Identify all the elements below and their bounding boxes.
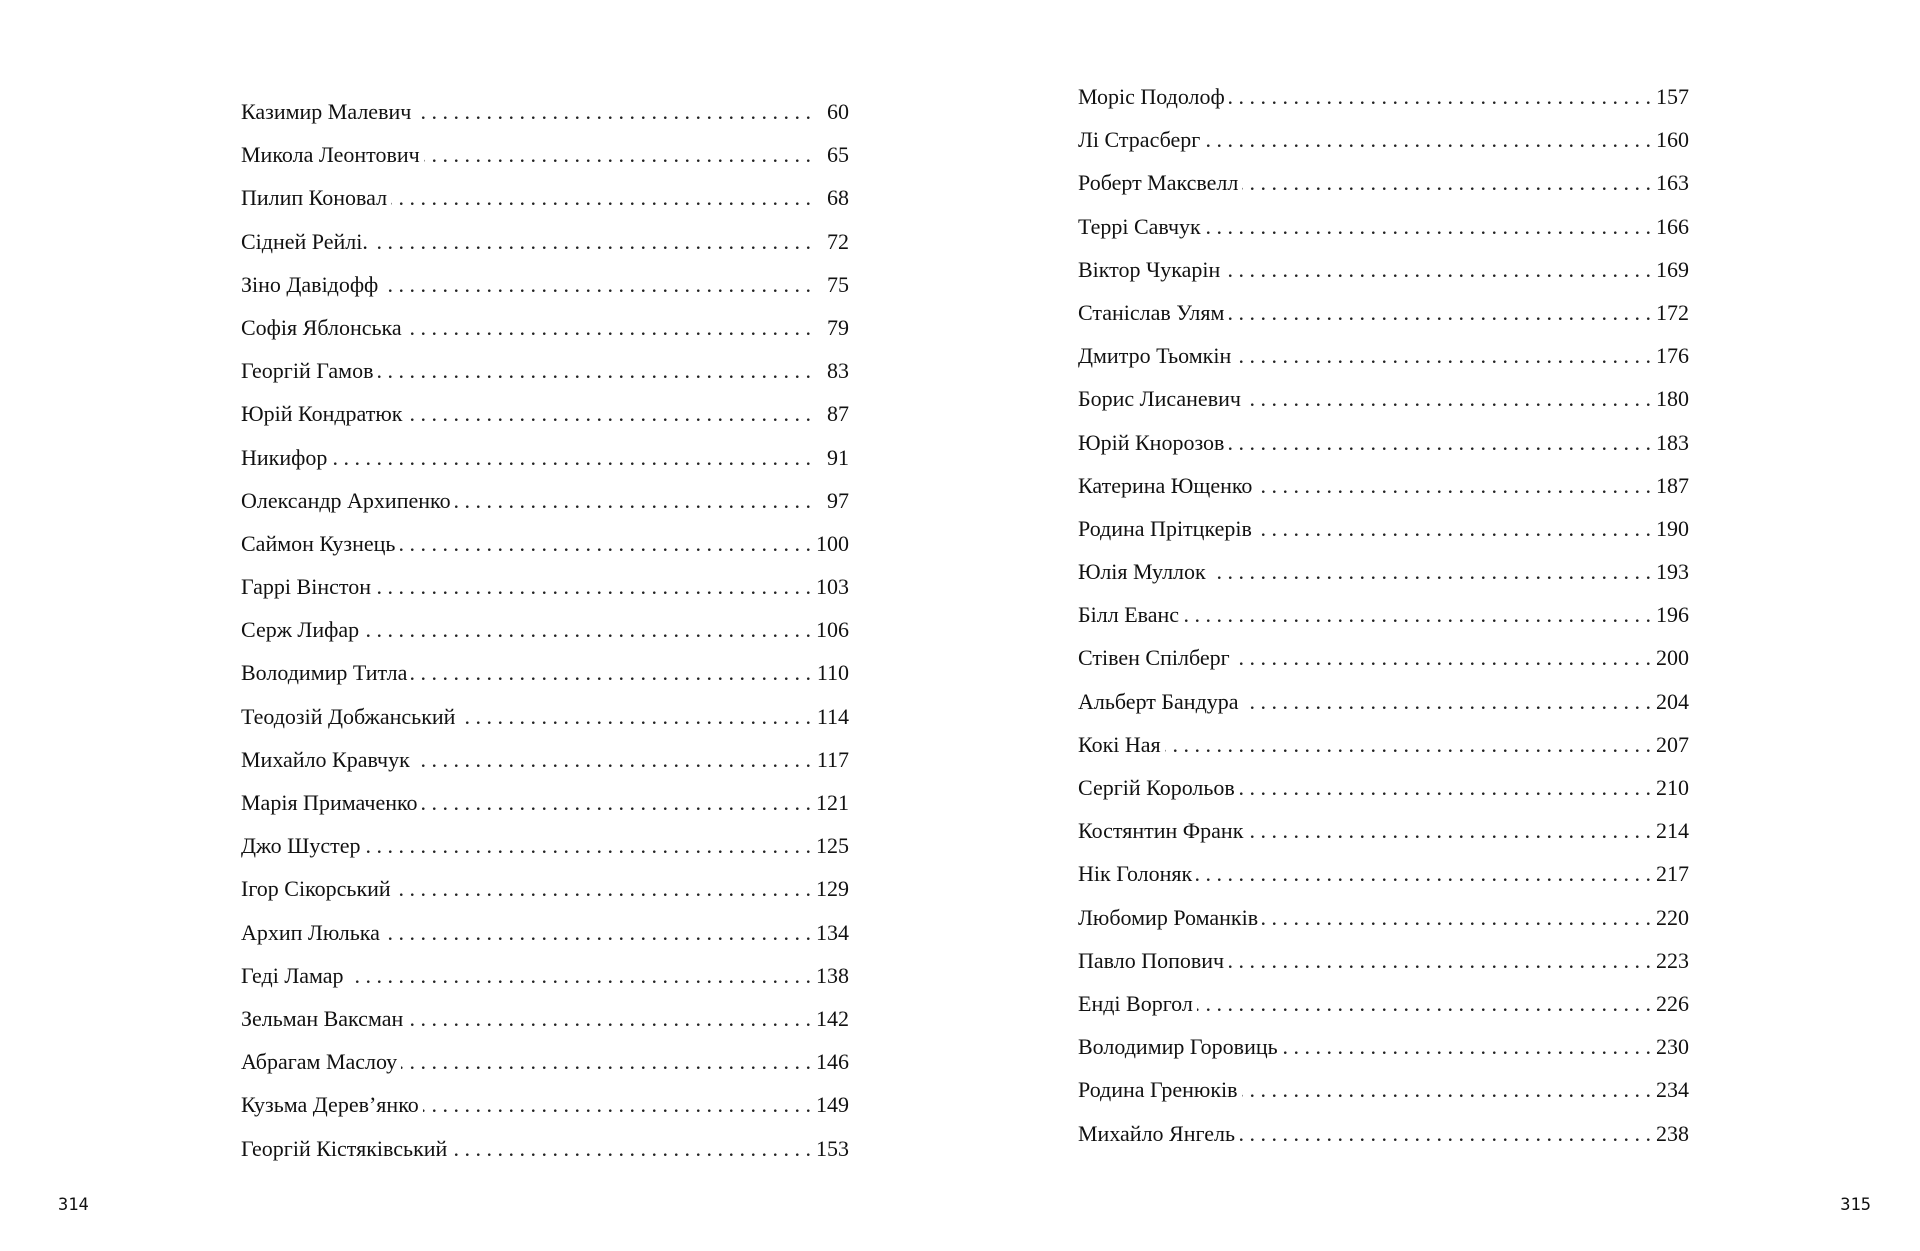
dot-leader [1243, 680, 1651, 723]
toc-entry [241, 349, 849, 392]
toc-entry-page: 146 [816, 1049, 849, 1075]
toc-entry [1078, 334, 1689, 377]
toc-entry [241, 867, 849, 910]
toc-entry-page: 200 [1656, 645, 1689, 671]
toc-entry-name: Кузьма Дерев’янко [241, 1092, 419, 1118]
toc-entry-page: 163 [1656, 170, 1689, 196]
toc-entry-page: 100 [816, 530, 849, 556]
dot-leader [331, 436, 811, 479]
dot-leader [1256, 507, 1651, 550]
toc-entry-name: Михайло Янгель [1078, 1120, 1236, 1146]
toc-entry [1078, 852, 1689, 895]
toc-entry-name: Никифор [241, 444, 328, 470]
toc-entry [1078, 205, 1689, 248]
toc-entry-name: Георгій Гамов [241, 358, 374, 384]
toc-entry-name: Дмитро Тьомкін [1078, 343, 1232, 369]
toc-entry [241, 738, 849, 781]
toc-entry [241, 608, 849, 651]
toc-entry-name: Енді Воргол [1078, 990, 1193, 1016]
dot-leader [375, 565, 811, 608]
dot-leader [401, 1040, 811, 1083]
toc-entry-page: 223 [1656, 947, 1689, 973]
toc-entry-name: Марія Примаченко [241, 790, 418, 815]
toc-entry-name: Катерина Ющенко [1078, 472, 1253, 498]
dot-leader [423, 1083, 811, 1126]
dot-leader [1282, 1025, 1651, 1068]
toc-entry [241, 651, 849, 694]
toc-entry-name: Моріс Подолоф [1078, 84, 1225, 109]
toc-entry-name: Софія Яблонська [241, 314, 402, 340]
toc-entry-name: Білл Еванс [1078, 602, 1180, 628]
dot-leader [1229, 75, 1651, 118]
dot-leader [411, 651, 811, 694]
toc-entry [1078, 680, 1689, 723]
toc-entry-page: 196 [1656, 602, 1689, 628]
toc-entry-name: Зіно Давідофф [241, 271, 379, 297]
dot-leader [1262, 896, 1651, 939]
toc-entry [241, 781, 849, 824]
toc-entry-page: 60 [827, 99, 849, 124]
toc-entry-name: Архип Люлька [241, 919, 380, 945]
toc-entry-name: Любомир Романків [1078, 904, 1259, 930]
toc-entry-page: 160 [1656, 127, 1689, 153]
dot-leader [1247, 809, 1651, 852]
dot-leader [455, 479, 811, 522]
dot-leader [1239, 1112, 1651, 1155]
dot-leader [1234, 636, 1651, 679]
dot-leader [1228, 939, 1651, 982]
dot-leader [372, 220, 811, 263]
dot-leader [391, 176, 811, 219]
toc-entry-name: Стівен Спілберг [1078, 645, 1230, 671]
dot-leader [377, 349, 811, 392]
toc-entry-page: 134 [816, 919, 849, 945]
toc-entry-name: Пилип Коновал [241, 185, 388, 211]
toc-entry-name: Юлія Муллок [1078, 559, 1206, 585]
toc-entry-name: Геді Ламар [241, 962, 344, 988]
dot-leader [382, 263, 811, 306]
toc-entry-page: 125 [816, 833, 849, 859]
toc-entry-page: 210 [1656, 775, 1689, 800]
dot-leader [1239, 766, 1651, 809]
dot-leader [348, 954, 811, 997]
toc-entry-name: Володимир Титла [241, 660, 408, 686]
toc-entry [241, 220, 849, 263]
toc-entry-page: 68 [827, 185, 849, 211]
toc-entry-name: Саймон Кузнець [241, 530, 396, 556]
toc-entry-page: 190 [1656, 515, 1689, 541]
toc-entry-page: 166 [1656, 213, 1689, 239]
toc-entry-page: 238 [1656, 1120, 1689, 1146]
toc-entry-page: 193 [1656, 559, 1689, 585]
toc-entry [241, 997, 849, 1040]
toc-entry-name: Станіслав Улям [1078, 299, 1225, 325]
toc-entry-page: 214 [1656, 818, 1689, 844]
toc-entry [1078, 636, 1689, 679]
toc-entry [1078, 1112, 1689, 1155]
toc-entry-page: 97 [827, 487, 849, 513]
toc-entry-name: Микола Леонтович [241, 142, 420, 168]
dot-leader [1245, 377, 1651, 420]
toc-list-left [241, 90, 849, 1170]
dot-leader [1242, 1068, 1651, 1111]
dot-leader [1256, 464, 1651, 507]
toc-entry-page: 234 [1656, 1077, 1689, 1103]
toc-entry-name: Гаррі Вінстон [241, 574, 371, 600]
toc-entry-name: Лі Страсберг [1078, 127, 1201, 153]
dot-leader [459, 695, 811, 738]
dot-leader [1235, 334, 1651, 377]
dot-leader [399, 522, 811, 565]
dot-leader [1204, 118, 1651, 161]
toc-entry [1078, 464, 1689, 507]
toc-entry-page: 176 [1656, 343, 1689, 369]
toc-entry-name: Кокі Ная [1078, 731, 1161, 757]
toc-entry [1078, 896, 1689, 939]
toc-entry-name: Родина Гренюків [1078, 1077, 1238, 1103]
toc-entry [241, 392, 849, 435]
toc-entry-page: 138 [816, 962, 849, 988]
toc-entry-name: Альберт Бандура [1078, 688, 1239, 714]
toc-entry-name: Сідней Рейлі. [241, 228, 368, 254]
dot-leader [1228, 291, 1651, 334]
toc-entry-page: 183 [1656, 429, 1689, 455]
toc-entry-name: Серж Лифар [241, 617, 360, 643]
toc-entry-page: 75 [827, 271, 849, 297]
right-page [960, 0, 1920, 1251]
toc-entry-page: 110 [816, 660, 849, 686]
toc-entry-name: Джо Шустер [241, 833, 361, 859]
page-number-left: 314 [58, 1195, 89, 1215]
toc-entry-name: Георгій Кістяківський [241, 1135, 448, 1161]
toc-entry-name: Теодозій Добжанський [241, 703, 456, 729]
toc-entry [241, 133, 849, 176]
toc-entry-page: 217 [1656, 861, 1689, 887]
toc-entry [241, 1040, 849, 1083]
toc-entry [1078, 248, 1689, 291]
toc-entry [241, 436, 849, 479]
dot-leader [1228, 421, 1651, 464]
toc-entry-name: Нік Голоняк [1078, 861, 1193, 887]
toc-entry [1078, 507, 1689, 550]
toc-entry-name: Абрагам Маслоу [241, 1049, 398, 1075]
toc-entry [241, 263, 849, 306]
toc-entry-name: Михайло Кравчук [241, 746, 410, 772]
dot-leader [395, 867, 811, 910]
toc-entry-name: Юрій Кнорозов [1078, 429, 1225, 455]
toc-entry-page: 142 [816, 1005, 849, 1031]
toc-entry [1078, 421, 1689, 464]
toc-entry-page: 157 [1656, 84, 1689, 109]
toc-entry-page: 169 [1656, 256, 1689, 282]
toc-entry [241, 176, 849, 219]
toc-entry-page: 129 [816, 876, 849, 902]
toc-list-right [1078, 75, 1689, 1155]
toc-entry-page: 153 [816, 1135, 849, 1161]
toc-entry [241, 522, 849, 565]
page-number-right: 315 [1840, 1195, 1871, 1215]
dot-leader [1224, 248, 1651, 291]
toc-entry-name: Родина Прітцкерів [1078, 515, 1252, 541]
toc-entry [1078, 593, 1689, 636]
toc-entry [1078, 723, 1689, 766]
toc-entry-page: 230 [1656, 1034, 1689, 1060]
toc-entry [1078, 161, 1689, 204]
toc-entry-page: 103 [816, 574, 849, 600]
toc-entry-name: Костянтин Франк [1078, 818, 1244, 844]
toc-entry-page: 204 [1656, 688, 1689, 714]
dot-leader [1242, 161, 1651, 204]
toc-entry [1078, 982, 1689, 1025]
toc-entry-page: 172 [1656, 299, 1689, 325]
dot-leader [424, 133, 811, 176]
toc-entry [241, 306, 849, 349]
toc-entry-page: 72 [827, 228, 849, 254]
toc-entry [1078, 118, 1689, 161]
toc-entry-name: Віктор Чукарін [1078, 256, 1221, 282]
toc-entry [1078, 766, 1689, 809]
toc-entry [241, 954, 849, 997]
dot-leader [414, 738, 811, 781]
toc-entry-page: 65 [827, 142, 849, 168]
toc-entry-name: Роберт Максвелл [1078, 170, 1239, 196]
dot-leader [406, 392, 811, 435]
dot-leader [363, 608, 811, 651]
toc-entry-page: 91 [827, 444, 849, 470]
toc-entry [1078, 291, 1689, 334]
toc-entry-name: Борис Лисаневич [1078, 386, 1241, 412]
toc-entry-name: Юрій Кондратюк [241, 401, 403, 427]
dot-leader [1210, 550, 1651, 593]
toc-entry [241, 90, 849, 133]
toc-entry [241, 1127, 849, 1170]
toc-entry [241, 911, 849, 954]
toc-entry-name: Павло Попович [1078, 947, 1225, 973]
toc-entry [1078, 377, 1689, 420]
toc-entry-page: 121 [816, 790, 849, 815]
dot-leader [1197, 982, 1651, 1025]
toc-entry-page: 226 [1656, 990, 1689, 1016]
toc-entry-page: 87 [827, 401, 849, 427]
dot-leader [407, 997, 811, 1040]
toc-entry [1078, 550, 1689, 593]
toc-entry-page: 187 [1656, 472, 1689, 498]
toc-entry-page: 220 [1656, 904, 1689, 930]
toc-entry-name: Казимир Малевич [241, 99, 412, 124]
toc-entry-name: Зельман Ваксман [241, 1005, 404, 1031]
toc-entry-page: 149 [816, 1092, 849, 1118]
toc-entry [241, 695, 849, 738]
toc-entry [1078, 1025, 1689, 1068]
toc-entry-name: Террі Савчук [1078, 213, 1201, 239]
toc-entry [241, 565, 849, 608]
toc-entry-page: 114 [816, 703, 849, 729]
toc-entry [241, 1083, 849, 1126]
dot-leader [1183, 593, 1651, 636]
dot-leader [415, 90, 811, 133]
dot-leader [384, 911, 811, 954]
toc-entry-page: 106 [816, 617, 849, 643]
dot-leader [365, 824, 812, 867]
toc-entry-name: Олександр Архипенко [241, 487, 451, 513]
dot-leader [451, 1127, 811, 1170]
toc-entry [1078, 809, 1689, 852]
toc-entry-page: 180 [1656, 386, 1689, 412]
toc-entry-page: 79 [827, 314, 849, 340]
toc-entry-page: 83 [827, 358, 849, 384]
toc-entry [1078, 1068, 1689, 1111]
dot-leader [1205, 205, 1651, 248]
toc-entry-name: Сергій Корольов [1078, 775, 1235, 800]
toc-entry-page: 207 [1656, 731, 1689, 757]
toc-entry [241, 479, 849, 522]
toc-entry [1078, 939, 1689, 982]
toc-entry [241, 824, 849, 867]
toc-entry-name: Володимир Горовиць [1078, 1034, 1278, 1060]
dot-leader [1165, 723, 1651, 766]
dot-leader [422, 781, 811, 824]
toc-entry-name: Ігор Сікорський [241, 876, 391, 902]
toc-entry [1078, 75, 1689, 118]
toc-entry-page: 117 [816, 746, 849, 772]
dot-leader [1196, 852, 1651, 895]
dot-leader [406, 306, 811, 349]
